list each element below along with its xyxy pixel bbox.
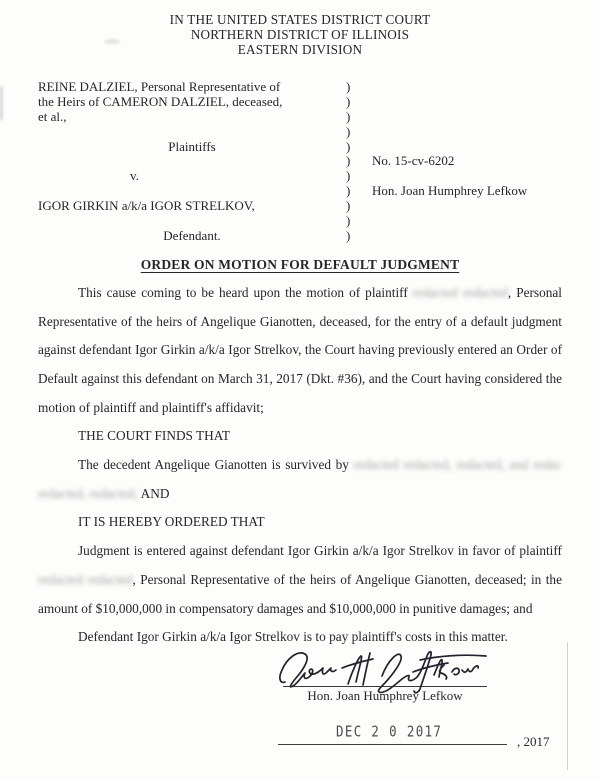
- judge-assignment: Hon. Joan Humphrey Lefkow: [372, 183, 528, 199]
- plaintiff-name-line: the Heirs of CAMERON DALZIEL, deceased,: [38, 93, 283, 109]
- caption-row: [38, 79, 562, 94]
- plaintiff-name-line: et al.,: [38, 108, 67, 124]
- case-number: No. 15-cv-6202: [372, 153, 455, 169]
- court-division: EASTERN DIVISION: [237, 42, 363, 57]
- versus-label: v.: [130, 168, 139, 184]
- signature-line: [283, 656, 487, 687]
- caption-row: [38, 198, 562, 213]
- caption-paren: ): [346, 168, 351, 184]
- caption-row: [38, 213, 562, 228]
- caption-paren: ): [346, 79, 351, 94]
- date-stamp: DEC 2 0 2017: [336, 723, 443, 741]
- caption-paren: ): [346, 108, 351, 124]
- caption-paren: ): [346, 93, 351, 109]
- caption-paren: ): [346, 153, 351, 169]
- defendant-name-line: IGOR GIRKIN a/k/a IGOR STRELKOV,: [38, 198, 255, 214]
- paragraph-text: The decedent Angelique Gianotten is survived by: [78, 457, 354, 473]
- paragraph-text: AND: [138, 485, 170, 501]
- judge-signature: [277, 648, 491, 698]
- order-body: [38, 279, 562, 652]
- order-title: ORDER ON MOTION FOR DEFAULT JUDGMENT: [140, 256, 460, 272]
- scan-artifact: [0, 86, 3, 120]
- caption-paren: ): [346, 183, 351, 199]
- redacted-text: redacted redacted: [412, 284, 508, 300]
- ordered-heading: IT IS HEREBY ORDERED THAT: [78, 514, 265, 530]
- plaintiff-name-line: REINE DALZIEL, Personal Representative of: [38, 79, 281, 94]
- court-header: [0, 0, 600, 57]
- caption-row: [38, 94, 562, 109]
- plaintiffs-label: Plaintiffs: [168, 138, 216, 154]
- paragraph-text: This cause coming to be heard upon the motion of plaintiff: [78, 284, 413, 300]
- caption-paren: ): [346, 227, 351, 243]
- court-finds-heading: THE COURT FINDS THAT: [78, 428, 231, 444]
- date-line: [278, 720, 507, 745]
- caption-row: [38, 109, 562, 124]
- paragraph-text: Judgment is entered against defendant Igor Girkin a/k/a Igor Strelkov in favor of plaintiff: [78, 543, 562, 559]
- caption-row: [38, 124, 562, 139]
- defendant-label: Defendant.: [163, 227, 221, 243]
- caption-row: [38, 168, 562, 183]
- caption-row: [38, 228, 562, 243]
- judge-name: Hon. Joan Humphrey Lefkow: [307, 687, 463, 703]
- redacted-text: redacted redacted: [38, 571, 133, 587]
- date-year-suffix: , 2017: [517, 733, 550, 749]
- scan-artifact: [567, 642, 568, 770]
- redacted-text: redacted redacted, redacted, and redac redacted, redacted,: [38, 457, 562, 501]
- signature-block: [283, 656, 487, 704]
- caption-row: [38, 153, 562, 168]
- order-paragraph-findings: [38, 451, 562, 508]
- date-row: [278, 720, 600, 749]
- caption-row: [38, 183, 562, 198]
- order-paragraph-costs: Defendant Igor Girkin a/k/a Igor Strelkov is to pay plaintiff's costs in this matter.: [78, 629, 508, 645]
- order-paragraph-judgment: [38, 537, 562, 623]
- caption-paren: ): [346, 213, 351, 229]
- case-caption: [38, 79, 562, 243]
- court-name: IN THE UNITED STATES DISTRICT COURT: [169, 12, 431, 27]
- caption-row: [38, 139, 562, 154]
- caption-paren: ): [346, 123, 351, 139]
- caption-paren: ): [346, 198, 351, 214]
- caption-paren: ): [346, 138, 351, 154]
- order-paragraph-recitals: [38, 279, 562, 423]
- paragraph-text: , Personal Representative of the heirs of Angelique Gianotten, deceased; in the amount of $10,000,000 in compensatory damages and $10,000,000 in punitive damages; and: [38, 571, 562, 616]
- paragraph-text: , Personal Representative of the heirs of Angelique Gianotten, deceased, for the entry of a default judgment against defendant Igor Girkin a/k/a Igor Strelkov, the Court having previously entered an Order of Default against this defendant on March 31, 2017 (Dkt. #36), and the Court having considered the motion of plaintiff and plaintiff's affidavit;: [38, 284, 562, 415]
- court-district: NORTHERN DISTRICT OF ILLINOIS: [190, 27, 410, 42]
